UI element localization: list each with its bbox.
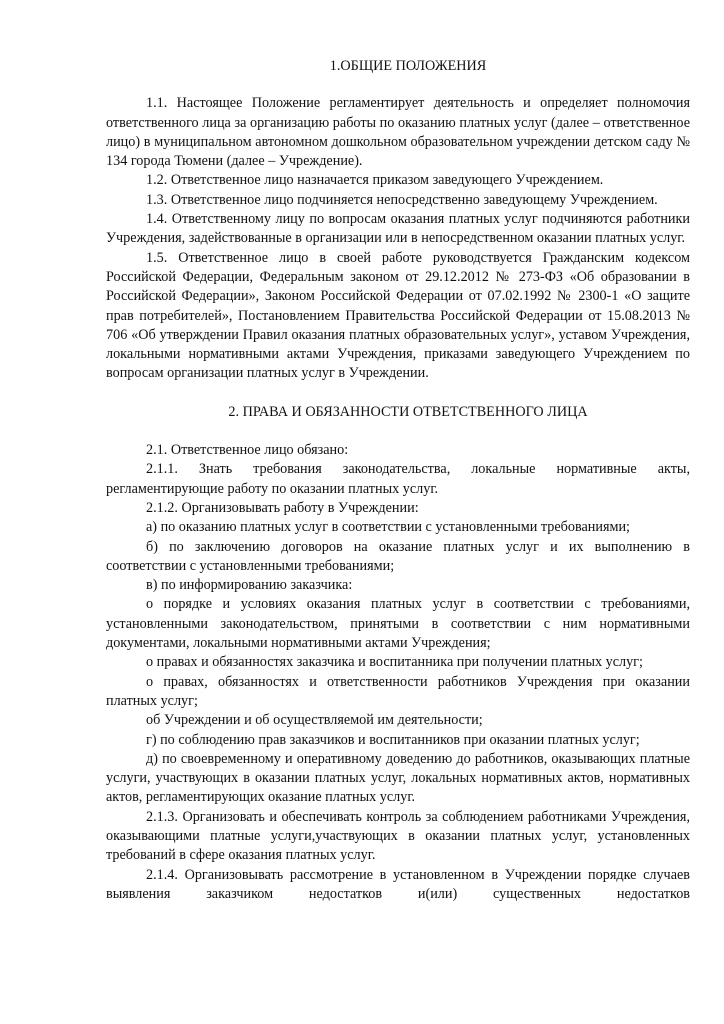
paragraph-2-1-1: 2.1.1. Знать требования законодательства, локальные нормативные акты, регламентирующие работу по оказании платных услуг. [106,461,690,497]
paragraph-1-4: 1.4. Ответственному лицу по вопросам оказания платных услуг подчиняются работники Учреждения, задействованные в организации или в непосредственном оказании платных услуг. [106,211,690,247]
paragraph-1-1: 1.1. Настоящее Положение регламентирует деятельность и определяет полномочия ответственного лица за организацию работы по оказанию платных услуг (далее – ответственное лицо) в муниципальном автономном дошкольном образовательном учреждении детском саду № 134 города Тюмени (далее – Учреждение). [106,95,690,170]
section-1-heading: 1.ОБЩИЕ ПОЛОЖЕНИЯ [329,58,487,74]
paragraph-1-2: 1.2. Ответственное лицо назначается приказом заведующего Учреждением. [146,172,604,189]
list-item-v: в) по информированию заказчика: [146,577,353,594]
paragraph-2-1: 2.1. Ответственное лицо обязано: [146,442,349,459]
list-item-g: г) по соблюдению прав заказчиков и воспитанников при оказании платных услуг; [146,731,640,748]
sub-item-institution-info: об Учреждении и об осуществляемой им деятельности; [146,712,483,729]
paragraph-2-1-2: 2.1.2. Организовывать работу в Учреждении: [146,499,419,516]
paragraph-1-3: 1.3. Ответственное лицо подчиняется непосредственно заведующему Учреждением. [146,191,658,208]
paragraph-1-5: 1.5. Ответственное лицо в своей работе руководствуется Гражданским кодексом Российской Федерации, Федеральным законом от 29.12.2012 № 273-ФЗ «Об образовании в Российской Федерации», Законом Российской Федерации от 07.02.1992 № 2300-1 «О защите прав потребителей», Постановлением Правительства Российской Федерации от 15.08.2013 № 706 «Об утверждении Правил оказания платных образовательных услуг», уставом Учреждения, локальными нормативными актами Учреждения, приказами заведующего Учреждением по вопросам организации платных услуг в Учреждении. [106,249,690,382]
list-item-d: д) по своевременному и оперативному доведению до работников, оказывающих платные услуги, участвующих в оказании платных услуг, локальных нормативных актов, нормативных актов, регламентирующих оказание платных услуг. [106,750,690,806]
list-item-a: а) по оказанию платных услуг в соответствии с установленными требованиями; [146,519,630,536]
section-2-heading: 2. ПРАВА И ОБЯЗАННОСТИ ОТВЕТСТВЕННОГО ЛИЦА [228,403,588,420]
list-item-b: б) по заключению договоров на оказание платных услуг и их выполнению в соответствии с установленными требованиями; [106,538,690,574]
paragraph-2-1-3: 2.1.3. Организовать и обеспечивать контроль за соблюдением работниками Учреждения, оказывающими платные услуги,участвующих в оказании платных услуг, установленных требований в сфере оказания платных услуг. [106,808,690,864]
sub-item-order-conditions: о порядке и условиях оказания платных услуг в соответствии с требованиями, установленными законодательством, принятыми в соответствии с ним нормативными документами, локальными нормативными актами Учреждения; [106,596,690,652]
sub-item-employee-rights: о правах, обязанностях и ответственности работников Учреждения при оказании платных услуг; [106,673,690,709]
paragraph-2-1-4: 2.1.4. Организовывать рассмотрение в установленном в Учреждении порядке случаев выявления заказчиком недостатков и(или) существенных недостатков [106,866,690,902]
sub-item-customer-rights: о правах и обязанностях заказчика и воспитанника при получении платных услуг; [146,654,643,671]
